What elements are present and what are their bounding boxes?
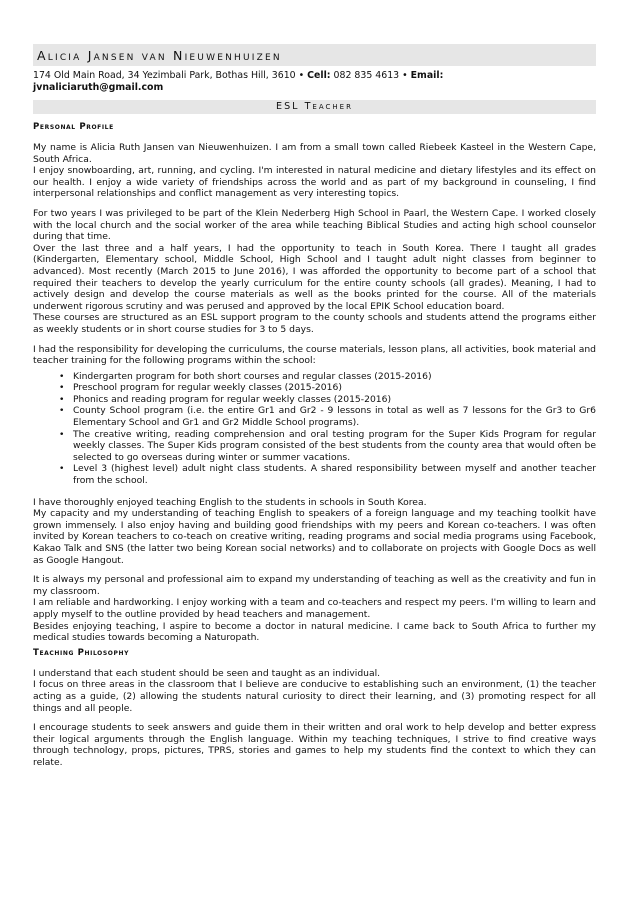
section-heading-profile: Personal Profile: [33, 122, 114, 132]
contact-line: [33, 70, 596, 94]
cell-number: 082 835 4613 •: [333, 70, 408, 81]
paragraph: I enjoy snowboarding, art, running, and cycling. I'm interested in natural medicine and dietary lifestyles and its effect on our health. I enjoy a wide variety of friendships across the world and as part of my background in counseling, I find interpersonal relationships and conflict management as very interesting topics.: [33, 165, 596, 200]
paragraph: For two years I was privileged to be part of the Klein Nederberg High School in Paarl, the Western Cape. I worked closely with the local church and the social worker of the area while teaching Biblical Studies and acting high school counselor during that time.: [33, 207, 596, 243]
paragraph: I encourage students to seek answers and guide them in their written and oral work to help develop and better express their logical arguments through the English language. Within my teaching techniques, I strive to find creative ways through technology, props, pictures, TPRS, stories and games to help my students find the context to which they can relate.: [33, 722, 596, 768]
paragraph: My capacity and my understanding of teaching English to speakers of a foreign language and my teaching toolkit have grown immensely. I also enjoy having and building good friendships with my peers and Korean co-teachers. I was often invited by Korean teachers to co-teach on creative writing, reading programs and social media programs using Facebook, Kakao Talk and SNS (the latter two being Korean social networks) and to collaborate on projects with Google Docs as well as Google Hangout.: [33, 508, 596, 566]
section-heading-philosophy: Teaching Philosophy: [33, 647, 130, 658]
paragraph: It is always my personal and professional aim to expand my understanding of teaching as well as the creativity and fun in my classroom.: [33, 574, 596, 597]
paragraph: Over the last three and a half years, I had the opportunity to teach in South Korea. There I taught all grades (Kindergarten, Elementary school, Middle School, High School and I taught adult night classes from beginner to advanced). Most recently (March 2015 to June 2016), I was afforded the opportunity to become part of a school that required their teachers to develop the yearly curriculum for the entire county schools (all grades). Meaning, I had to actively design and develop the course materials as well as the books printed for the course. All of the materials underwent rigorous scrutiny and was perused and approved by the local EPIK School education board.: [33, 242, 596, 312]
resume-page: [33, 44, 596, 769]
email-address: jvnaliciaruth@gmail.com: [33, 82, 164, 93]
list-item: • Level 3 (highest level) adult night class students. A shared responsibility between myself and another teacher from the school.: [59, 463, 596, 487]
address: 174 Old Main Road, 34 Yezimbali Park, Bothas Hill, 3610 •: [33, 70, 305, 81]
list-item: • Kindergarten program for both short courses and regular classes (2015-2016): [59, 370, 432, 382]
list-item: • The creative writing, reading comprehension and oral testing program for the Super Kids Program for regular weekly classes. The Super Kids program consisted of the best students from the county area that would often be selected to go overseas during winter or summer vacations.: [59, 428, 596, 463]
job-title: ESL Teacher: [33, 100, 596, 114]
paragraph: I understand that each student should be seen and taught as an individual.: [33, 667, 381, 679]
paragraph: I had the responsibility for developing the curriculums, the course materials, lesson plans, all activities, book material and teacher training for the following programs within the school:: [33, 343, 596, 367]
program-list: [33, 371, 596, 487]
email-label: Email:: [410, 70, 444, 81]
list-item: • County School program (i.e. the entire Gr1 and Gr2 - 9 lessons in total as well as 7 lessons for the Gr3 to Gr6 Elementary School and Gr1 and Gr2 Middle School programs).: [59, 405, 596, 429]
cell-label: Cell:: [307, 70, 331, 81]
paragraph: I have thoroughly enjoyed teaching English to the students in schools in South Korea.: [33, 496, 427, 508]
list-item: • Preschool program for regular weekly classes (2015-2016): [59, 382, 342, 394]
paragraph: I am reliable and hardworking. I enjoy working with a team and co-teachers and respect my peers. I'm willing to learn and apply myself to the outline provided by head teachers and management.: [33, 597, 596, 620]
paragraph: These courses are structured as an ESL support program to the county schools and students attend the programs either as weekly students or in short course studies for 3 to 5 days.: [33, 312, 596, 335]
paragraph: Besides enjoying teaching, I aspire to become a doctor in natural medicine. I came back to South Africa to further my medical studies towards becoming a Naturopath.: [33, 620, 596, 644]
paragraph: I focus on three areas in the classroom that I believe are conducive to establishing such an environment, (1) the teacher acting as a guide, (2) allowing the students natural curiosity to direct their learning, and (3) promoting respect for all things and all people.: [33, 679, 596, 714]
list-item: • Phonics and reading program for regular weekly classes (2015-2016): [59, 393, 392, 405]
paragraph: My name is Alicia Ruth Jansen van Nieuwenhuizen. I am from a small town called Riebeek Kasteel in the Western Cape, South Africa.: [33, 142, 596, 165]
applicant-name: Alicia Jansen van Nieuwenhuizen: [37, 47, 282, 63]
name-bar: [33, 44, 596, 66]
